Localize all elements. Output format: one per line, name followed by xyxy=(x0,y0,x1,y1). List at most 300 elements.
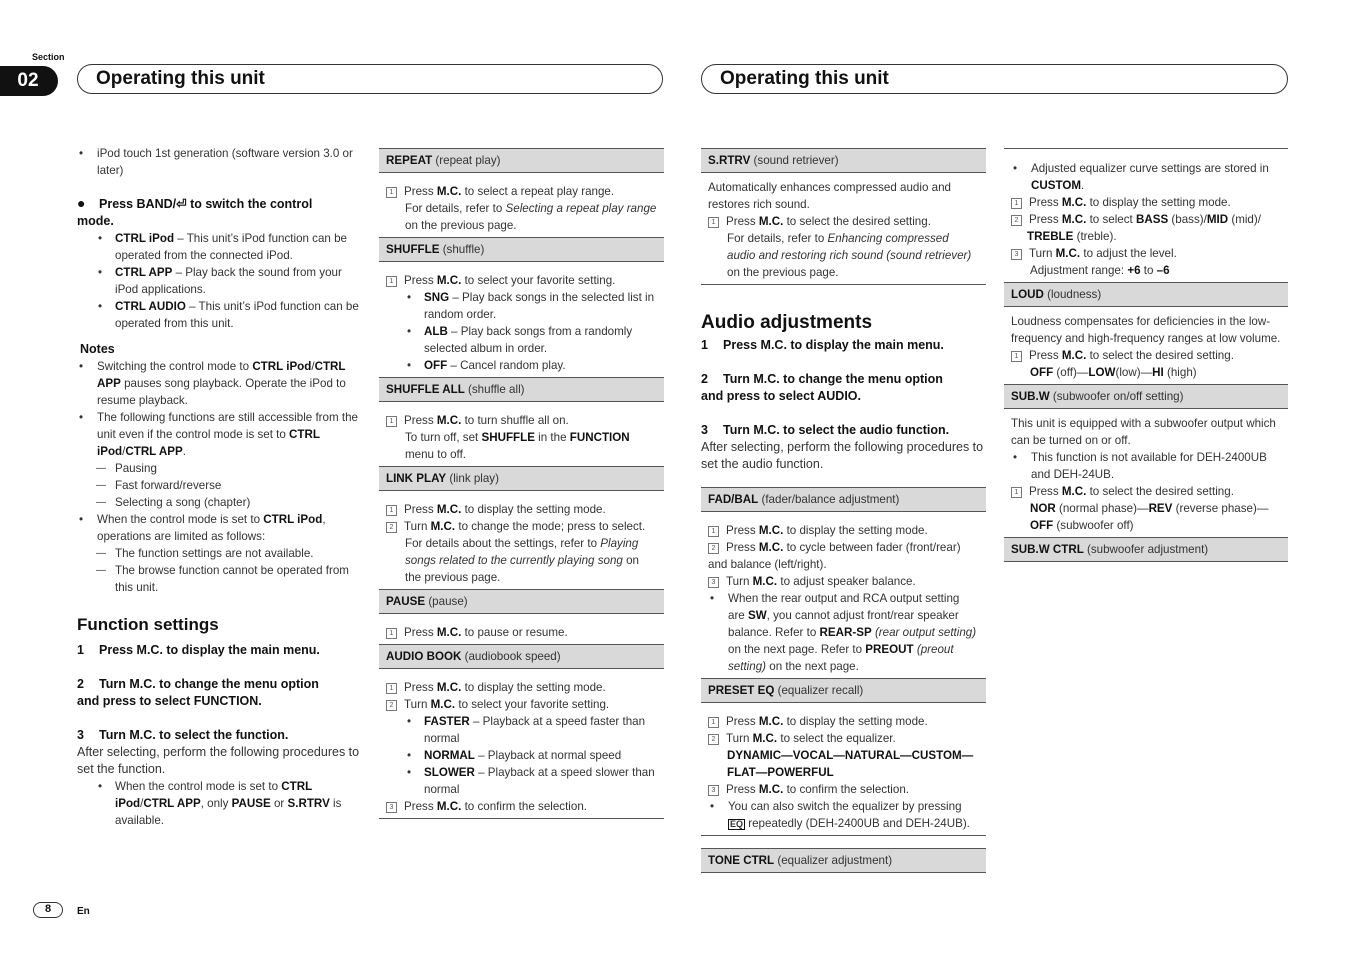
term: TONE CTRL xyxy=(708,854,775,867)
text: Press M.C. to display the main menu. xyxy=(99,643,320,657)
text: to change the mode; press to select. xyxy=(455,520,646,533)
text: (mid)/ xyxy=(1228,213,1261,226)
text: in the xyxy=(534,431,570,444)
term: FAD/BAL xyxy=(708,493,759,506)
text: , operations are limited as follows: xyxy=(97,513,326,543)
numbered-step xyxy=(708,573,979,590)
term: CTRL iPod xyxy=(115,232,175,245)
text: to cycle between fader (front/rear) and balance (left/right). xyxy=(708,541,961,571)
text: (audiobook speed) xyxy=(461,650,561,663)
text: to display the setting mode. xyxy=(783,715,928,728)
list-item xyxy=(708,590,979,675)
setting-header xyxy=(379,148,664,173)
press-band-step-cont: mode. xyxy=(77,214,114,228)
text: on the previous page. xyxy=(727,266,839,279)
term: CTRL iPod xyxy=(115,780,312,810)
term: M.C. xyxy=(436,503,462,516)
term: SNG xyxy=(424,291,450,304)
text: Press BAND/ xyxy=(99,197,177,211)
setting-header xyxy=(1004,283,1288,307)
text: Press xyxy=(726,541,759,554)
text: to select your favorite setting. xyxy=(461,274,616,287)
text: Turn M.C. to select the audio function. xyxy=(723,423,950,437)
step-number-icon: 1 xyxy=(1011,351,1022,362)
text: to pause or resume. xyxy=(461,626,568,639)
list-item xyxy=(386,764,657,798)
text: (subwoofer on/off setting) xyxy=(1049,390,1184,403)
step-2-cont: and press to select AUDIO. xyxy=(701,389,861,403)
step-number-icon: 2 xyxy=(386,522,397,533)
term: M.C. xyxy=(758,783,784,796)
step-detail xyxy=(1011,364,1281,381)
term: SLOWER xyxy=(424,766,475,779)
text: – This unit’s iPod function can be operated from this unit. xyxy=(115,300,359,330)
text: pauses song playback. Operate the iPod to resume playback. xyxy=(97,377,346,407)
step-number-icon: 2 xyxy=(1011,215,1022,226)
equalizer-list: DYNAMIC—VOCAL—NATURAL—CUSTOM—FLAT—POWERFUL xyxy=(727,749,974,779)
term: CUSTOM xyxy=(1031,179,1082,192)
reference: Enhancing compressed audio and restoring rich sound (sound retriever) xyxy=(727,232,972,262)
step-number-icon: 1 xyxy=(386,187,397,198)
term: M.C. xyxy=(758,524,784,537)
term: M.C. xyxy=(430,520,456,533)
text: Press M.C. to display the main menu. xyxy=(723,338,944,352)
text: Adjustment range: xyxy=(1030,264,1128,277)
step-number-icon: 1 xyxy=(386,416,397,427)
numbered-step xyxy=(386,501,657,518)
numbered-step xyxy=(386,624,657,641)
text: For details, refer to xyxy=(405,202,506,215)
text: to select the equalizer. xyxy=(777,732,896,745)
numbered-step xyxy=(386,412,657,429)
text: to adjust speaker balance. xyxy=(777,575,916,588)
term: HI xyxy=(1152,366,1164,379)
text: – Cancel random play. xyxy=(447,359,566,372)
dash-item: — Pausing xyxy=(77,460,362,477)
text: When the control mode is set to xyxy=(115,780,282,793)
setting-header xyxy=(1004,538,1288,562)
term: S.RTRV xyxy=(287,797,330,810)
list-item: • This function is not available for DEH-2400UB and DEH-24UB. xyxy=(1011,449,1281,483)
numbered-step xyxy=(708,213,979,230)
term: M.C. xyxy=(436,185,462,198)
text: Adjusted equalizer curve settings are stored in xyxy=(1031,162,1269,175)
step-number-icon: 2 xyxy=(708,543,719,554)
text: (subwoofer adjustment) xyxy=(1083,543,1209,556)
term: M.C. xyxy=(752,732,778,745)
numbered-step xyxy=(708,539,979,573)
step-number-icon: 1 xyxy=(386,683,397,694)
list-item xyxy=(1011,160,1281,194)
term: CTRL APP xyxy=(125,445,183,458)
list-item xyxy=(386,323,657,357)
description: This unit is equipped with a subwoofer output which can be turned on or off. xyxy=(1011,417,1276,447)
setting-header xyxy=(1004,385,1288,409)
step-number-icon: 1 xyxy=(386,628,397,639)
function-settings-heading: Function settings xyxy=(77,615,219,634)
text: Turn xyxy=(404,698,431,711)
term: LOW xyxy=(1088,366,1116,379)
term: SHUFFLE xyxy=(481,431,535,444)
step-number-icon: 1 xyxy=(1011,198,1022,209)
setting-body xyxy=(379,173,664,238)
step-1 xyxy=(701,337,986,354)
term: M.C. xyxy=(1061,485,1087,498)
step-number: 1 xyxy=(77,643,84,657)
text: For details, refer to xyxy=(727,232,828,245)
reference: Playing songs related to the currently playing song xyxy=(405,537,639,567)
term: NOR xyxy=(1030,502,1056,515)
text: – Playback at normal speed xyxy=(474,749,622,762)
list-item xyxy=(77,264,362,298)
text: Press xyxy=(404,800,437,813)
step-detail xyxy=(386,200,657,234)
term: M.C. xyxy=(758,215,784,228)
term: M.C. xyxy=(1061,213,1087,226)
step-number-icon: 1 xyxy=(708,526,719,537)
text: Turn M.C. to select the function. xyxy=(99,728,289,742)
term: CTRL iPod xyxy=(263,513,323,526)
source-icon: ⏎ xyxy=(176,197,187,211)
numbered-step xyxy=(708,781,979,798)
list-item xyxy=(386,357,657,374)
step-1 xyxy=(77,642,362,659)
text: – Play back the sound from your iPod applications. xyxy=(115,266,342,296)
setting-body xyxy=(379,262,664,378)
text: is available. xyxy=(115,797,342,827)
notes-heading: Notes xyxy=(80,342,115,356)
numbered-step xyxy=(386,798,657,815)
setting-header xyxy=(701,487,986,512)
term: –6 xyxy=(1156,264,1170,277)
term: SHUFFLE ALL xyxy=(386,383,465,396)
text: Press xyxy=(1029,485,1062,498)
text: (equalizer adjustment) xyxy=(774,854,893,867)
column-4 xyxy=(1004,148,1288,562)
term: FUNCTION xyxy=(569,431,630,444)
setting-header xyxy=(701,679,986,703)
text: . xyxy=(1081,179,1085,192)
step-2 xyxy=(701,371,986,388)
text: Press xyxy=(404,414,437,427)
text: (high) xyxy=(1163,366,1197,379)
text: Press xyxy=(404,681,437,694)
term: M.C. xyxy=(430,698,456,711)
setting-body xyxy=(701,703,986,836)
text: to display the setting mode. xyxy=(783,524,928,537)
setting-body xyxy=(379,669,664,819)
numbered-step xyxy=(1011,245,1281,262)
term: M.C. xyxy=(436,274,462,287)
numbered-step xyxy=(386,183,657,200)
text: repeatedly (DEH-2400UB and DEH-24UB). xyxy=(745,817,970,830)
list-item xyxy=(77,409,362,460)
setting-body xyxy=(701,173,986,285)
term: OFF xyxy=(1030,519,1054,532)
numbered-step xyxy=(1011,194,1281,211)
text: , only xyxy=(200,797,232,810)
text xyxy=(1011,230,1027,243)
setting-header xyxy=(379,467,664,491)
numbered-step xyxy=(708,713,979,730)
text: to turn shuffle all on. xyxy=(461,414,569,427)
step-3-text: After selecting, perform the following procedures to set the audio function. xyxy=(701,440,984,471)
list-item xyxy=(386,713,657,747)
text: to select a repeat play range. xyxy=(461,185,615,198)
step-detail xyxy=(386,429,657,463)
text: Press xyxy=(726,215,759,228)
text: to select xyxy=(1086,213,1136,226)
setting-body xyxy=(379,491,664,590)
bullet-icon: ● xyxy=(77,195,86,211)
setting-body xyxy=(1004,148,1288,283)
language-label: En xyxy=(77,906,90,917)
text: Press xyxy=(726,715,759,728)
step-number-icon: 3 xyxy=(386,802,397,813)
setting-header xyxy=(379,378,664,402)
step-number-icon: 1 xyxy=(1011,487,1022,498)
step-number-icon: 1 xyxy=(386,276,397,287)
text: to display the setting mode. xyxy=(461,681,606,694)
step-detail xyxy=(708,230,979,281)
text: Press xyxy=(1029,196,1062,209)
text: to adjust the level. xyxy=(1080,247,1177,260)
text: Press xyxy=(1029,213,1062,226)
dash-item: — The function settings are not available. xyxy=(77,545,362,562)
text: to confirm the selection. xyxy=(783,783,910,796)
term: M.C. xyxy=(758,715,784,728)
step-2 xyxy=(77,676,362,693)
text: Press xyxy=(726,783,759,796)
text: to display the setting mode. xyxy=(461,503,606,516)
text: to confirm the selection. xyxy=(461,800,588,813)
setting-header xyxy=(379,645,664,669)
step-number-icon: 1 xyxy=(708,217,719,228)
text: Turn xyxy=(726,575,753,588)
term: M.C. xyxy=(1055,247,1081,260)
text: You can also switch the equalizer by pressing xyxy=(728,800,962,813)
term: M.C. xyxy=(436,800,462,813)
term: M.C. xyxy=(752,575,778,588)
term: REAR-SP xyxy=(819,626,872,639)
list-item xyxy=(77,778,362,829)
text: on the next page. Refer to xyxy=(728,643,866,656)
term: PRESET EQ xyxy=(708,684,775,697)
list-item xyxy=(77,230,362,264)
setting-body xyxy=(1004,409,1288,538)
term: +6 xyxy=(1127,264,1141,277)
text: to select the desired setting. xyxy=(1086,349,1234,362)
term: M.C. xyxy=(1061,349,1087,362)
text: Press xyxy=(404,185,437,198)
numbered-step xyxy=(386,272,657,289)
term: SUB.W xyxy=(1011,390,1050,403)
text: or xyxy=(270,797,288,810)
text: Turn xyxy=(1029,247,1056,260)
list-item xyxy=(77,511,362,545)
text: on the next page. xyxy=(766,660,859,673)
term: CTRL iPod xyxy=(97,428,320,458)
step-detail xyxy=(1011,262,1281,279)
term: MID xyxy=(1206,213,1229,226)
term: FASTER xyxy=(424,715,470,728)
text: Press xyxy=(726,524,759,537)
term: M.C. xyxy=(436,626,462,639)
text: When the rear output and RCA output setting are xyxy=(728,592,960,622)
numbered-step xyxy=(386,696,657,713)
column-2 xyxy=(379,148,664,819)
text: to select your favorite setting. xyxy=(455,698,610,711)
text: (equalizer recall) xyxy=(774,684,864,697)
numbered-step xyxy=(386,679,657,696)
text: (subwoofer off) xyxy=(1053,519,1134,532)
text: on the previous page. xyxy=(405,219,517,232)
term: REPEAT xyxy=(386,154,433,167)
text: – Play back songs from a randomly selected album in order. xyxy=(424,325,633,355)
step-3 xyxy=(701,422,986,439)
term: S.RTRV xyxy=(708,154,751,167)
text: / xyxy=(122,445,126,458)
description: Loudness compensates for deficiencies in the low-frequency and high-frequency ranges at low volume. xyxy=(1011,315,1281,345)
step-number: 1 xyxy=(701,338,708,352)
text: (low)— xyxy=(1115,366,1153,379)
text: Press xyxy=(404,626,437,639)
dash-item: — The browse function cannot be operated from this unit. xyxy=(77,562,362,596)
text: (off)— xyxy=(1053,366,1089,379)
term: OFF xyxy=(424,359,448,372)
text: (loudness) xyxy=(1043,288,1102,301)
term: CTRL APP xyxy=(115,266,173,279)
step-number: 3 xyxy=(77,728,84,742)
section-number-badge: 02 xyxy=(0,66,58,96)
step-number-icon: 3 xyxy=(1011,249,1022,260)
text: to select the desired setting. xyxy=(783,215,931,228)
page-number: 8 xyxy=(33,902,63,918)
step-number-icon: 2 xyxy=(386,700,397,711)
description: Automatically enhances compressed audio and restores rich sound. xyxy=(708,181,951,211)
reference: Selecting a repeat play range xyxy=(505,202,657,215)
numbered-step xyxy=(1011,347,1281,364)
reference: (preout setting) xyxy=(728,643,954,673)
term: AUDIO BOOK xyxy=(386,650,462,663)
text: – Playback at a speed faster than normal xyxy=(424,715,646,745)
term: M.C. xyxy=(1061,196,1087,209)
setting-header xyxy=(701,848,986,873)
text: (fader/balance adjustment) xyxy=(758,493,900,506)
step-number-icon: 3 xyxy=(708,577,719,588)
text: (reverse phase)— xyxy=(1172,502,1269,515)
dash-item: — Selecting a song (chapter) xyxy=(77,494,362,511)
term: LOUD xyxy=(1011,288,1044,301)
text: – Playback at a speed slower than normal xyxy=(424,766,655,796)
term: CTRL APP xyxy=(143,797,201,810)
text: (pause) xyxy=(425,595,468,608)
list-item xyxy=(77,358,362,409)
text: . xyxy=(182,445,186,458)
term: REV xyxy=(1148,502,1173,515)
term: BASS xyxy=(1135,213,1169,226)
term: M.C. xyxy=(758,541,784,554)
audio-adjustments-heading: Audio adjustments xyxy=(701,312,873,333)
step-2-cont: and press to select FUNCTION. xyxy=(77,694,262,708)
term: CTRL iPod xyxy=(252,360,312,373)
setting-body xyxy=(1004,307,1288,385)
text: Press xyxy=(1029,349,1062,362)
text: menu to off. xyxy=(405,448,467,461)
text: Turn xyxy=(726,732,753,745)
text: Press xyxy=(404,274,437,287)
term: NORMAL xyxy=(424,749,475,762)
step-3 xyxy=(77,727,362,744)
page-title-left: Operating this unit xyxy=(77,64,663,94)
list-item xyxy=(386,747,657,764)
term: PREOUT xyxy=(865,643,914,656)
text: / xyxy=(311,360,315,373)
numbered-step xyxy=(1011,483,1281,500)
term: M.C. xyxy=(436,681,462,694)
text: To turn off, set xyxy=(405,431,482,444)
numbered-step xyxy=(708,522,979,539)
page-title-right: Operating this unit xyxy=(701,64,1288,94)
setting-body xyxy=(379,614,664,645)
text: to switch the control xyxy=(186,197,313,211)
text: (shuffle) xyxy=(439,243,485,256)
term: PAUSE xyxy=(386,595,426,608)
list-item xyxy=(77,298,362,332)
text: on the previous page. xyxy=(405,554,639,584)
column-3 xyxy=(701,148,986,873)
step-number-icon: 1 xyxy=(386,505,397,516)
step-number-icon: 3 xyxy=(708,785,719,796)
column-1 xyxy=(77,145,362,829)
term: CTRL AUDIO xyxy=(115,300,186,313)
text: (repeat play) xyxy=(432,154,501,167)
setting-header xyxy=(701,148,986,173)
text: Press xyxy=(404,503,437,516)
step-detail xyxy=(386,535,657,586)
term: SUB.W CTRL xyxy=(1011,543,1084,556)
setting-body xyxy=(701,512,986,679)
text: – Play back songs in the selected list in random order. xyxy=(424,291,655,321)
list-item xyxy=(708,798,979,832)
text: The following functions are still accessible from the unit even if the control mode is set to xyxy=(97,411,358,441)
step-number-icon: 1 xyxy=(708,717,719,728)
term: CTRL APP xyxy=(97,360,346,390)
term: M.C. xyxy=(436,414,462,427)
text: (bass)/ xyxy=(1168,213,1207,226)
text: to xyxy=(1140,264,1157,277)
term: TREBLE xyxy=(1027,230,1074,243)
text: (link play) xyxy=(446,472,499,485)
step-number-icon: 2 xyxy=(708,734,719,745)
term: OFF xyxy=(1030,366,1054,379)
numbered-step xyxy=(1011,211,1281,245)
text: Turn M.C. to change the menu option xyxy=(723,372,943,386)
term: SHUFFLE xyxy=(386,243,440,256)
text: (shuffle all) xyxy=(464,383,525,396)
text: (sound retriever) xyxy=(750,154,839,167)
text: Turn M.C. to change the menu option xyxy=(99,677,319,691)
list-item: • iPod touch 1st generation (software version 3.0 or later) xyxy=(77,145,362,179)
text: to display the setting mode. xyxy=(1086,196,1231,209)
term: SW xyxy=(747,609,767,622)
numbered-step xyxy=(708,730,979,747)
text: Switching the control mode to xyxy=(97,360,253,373)
text: , you cannot adjust front/rear speaker balance. Refer to xyxy=(728,609,959,639)
text: – This unit’s iPod function can be operated from the connected iPod. xyxy=(115,232,347,262)
list-item xyxy=(386,289,657,323)
section-label: Section xyxy=(32,52,65,62)
